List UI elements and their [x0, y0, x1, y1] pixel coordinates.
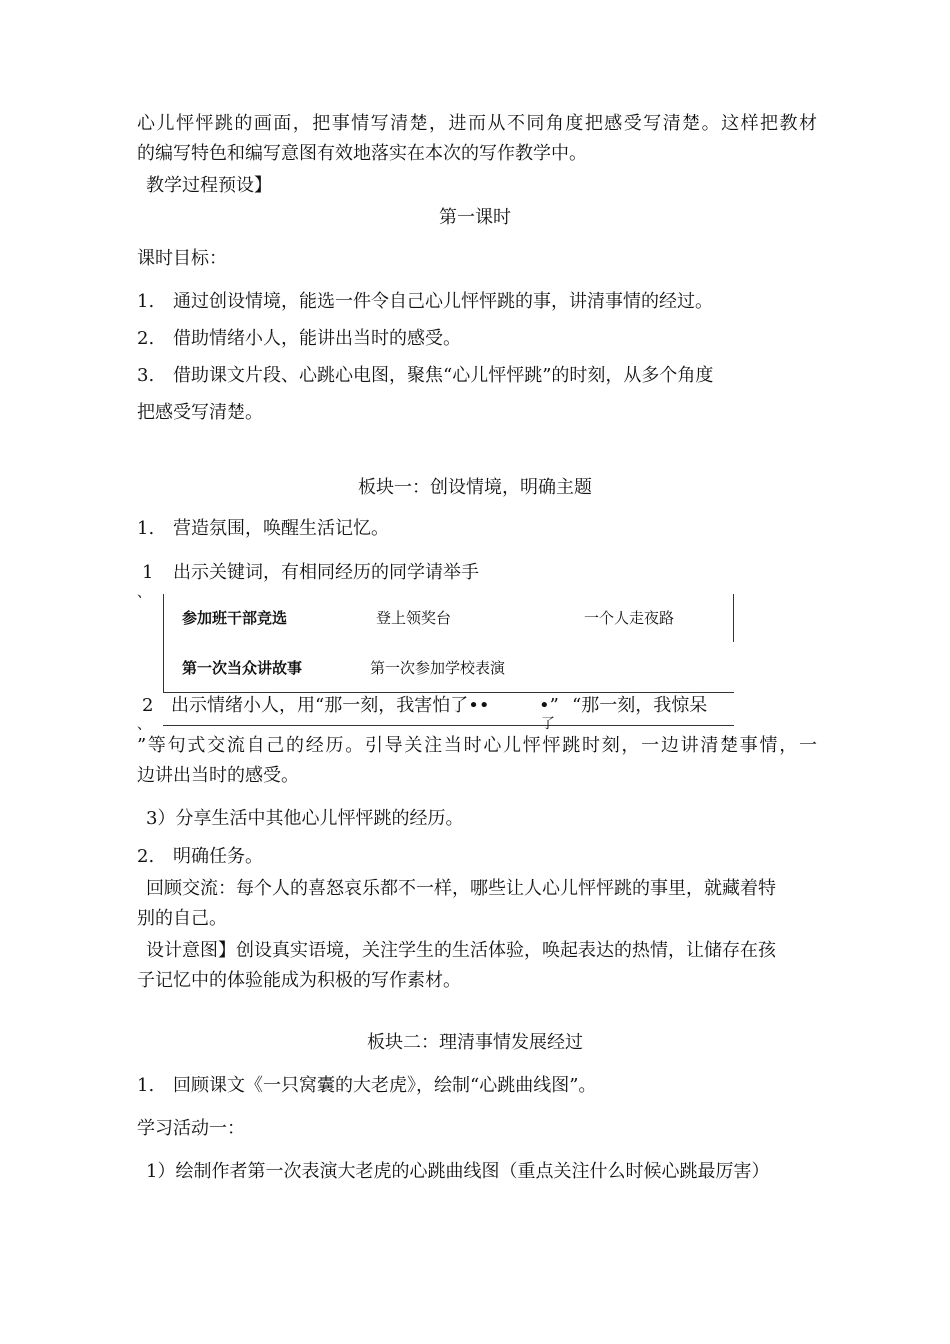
- step-number: 2.: [137, 846, 155, 867]
- sub-text: •”: [539, 695, 559, 716]
- step-number: 1.: [137, 518, 155, 539]
- keyword: 参加班干部竞选: [182, 609, 288, 627]
- keyword-box-bottom-border: [163, 692, 734, 693]
- sub-text: “那一刻，我惊呆: [572, 695, 708, 716]
- design-intent-line-2: 子记忆中的体验能成为积极的写作素材。: [137, 970, 461, 991]
- goal-number: 3.: [137, 365, 155, 386]
- sub-text-line-2: ”等句式交流自己的经历。引导关注当时心儿怦怦跳时刻，一边讲清楚事情，一: [137, 735, 817, 756]
- sub-mark: 、: [137, 585, 151, 601]
- sub-number: 2: [142, 695, 154, 716]
- activity-item: 1）绘制作者第一次表演大老虎的心跳曲线图（重点关注什么时候心跳最厉害）: [146, 1161, 770, 1182]
- goals-label: 课时目标：: [137, 248, 227, 269]
- step-number: 1.: [137, 1075, 155, 1096]
- goal-text: 借助课文片段、心跳心电图，聚焦“心儿怦怦跳”的时刻，从多个角度: [173, 365, 714, 386]
- goal-text: 通过创设情境，能选一件令自己心儿怦怦跳的事，讲清事情的经过。: [173, 291, 713, 312]
- step-text: 营造氛围，唤醒生活记忆。: [173, 518, 389, 539]
- sub-text: 3）分享生活中其他心儿怦怦跳的经历。: [146, 808, 464, 829]
- keyword: 第一次参加学校表演: [370, 659, 506, 677]
- sub-text: 出示关键词，有相同经历的同学请举手: [173, 562, 479, 583]
- review-line-1: 回顾交流：每个人的喜怒哀乐都不一样，哪些让人心儿怦怦跳的事里，就藏着特: [146, 878, 776, 899]
- keyword: 登上领奖台: [376, 609, 452, 627]
- process-heading: 教学过程预设】: [146, 175, 272, 196]
- sub-mark: 、: [137, 717, 151, 733]
- keyword: 一个人走夜路: [584, 609, 675, 627]
- sub-tail: 了: [541, 716, 555, 732]
- goal-number: 2.: [137, 328, 155, 349]
- block1-title: 板块一：创设情境，明确主题: [358, 477, 592, 498]
- keyword: 第一次当众讲故事: [182, 659, 303, 677]
- intro-line-2: 的编写特色和编写意图有效地落实在本次的写作教学中。: [137, 143, 587, 164]
- sub-number: 1: [142, 562, 154, 583]
- step-text: 明确任务。: [173, 846, 263, 867]
- step-text: 回顾课文《一只窝囊的大老虎》，绘制“心跳曲线图”。: [173, 1075, 597, 1096]
- goal-text: 借助情绪小人，能讲出当时的感受。: [173, 328, 461, 349]
- goal-number: 1.: [137, 291, 155, 312]
- intro-line-1: 心儿怦怦跳的画面，把事情写清楚，进而从不同角度把感受写清楚。这样把教材: [137, 113, 817, 134]
- block2-title: 板块二：理清事情发展经过: [367, 1032, 583, 1053]
- divider-line: [163, 725, 734, 726]
- lesson-title: 第一课时: [439, 207, 511, 228]
- sub-text-line-3: 边讲出当时的感受。: [137, 765, 299, 786]
- review-line-2: 别的自己。: [137, 908, 227, 929]
- keyword-box-left-border: [163, 594, 164, 692]
- keyword-box-right-border: [733, 594, 734, 642]
- design-intent-line-1: 设计意图】创设真实语境，关注学生的生活体验，唤起表达的热情，让储存在孩: [146, 940, 776, 961]
- activity-label: 学习活动一：: [137, 1118, 245, 1139]
- sub-text: 出示情绪小人，用“那一刻，我害怕了••: [171, 695, 490, 716]
- goal-continuation: 把感受写清楚。: [137, 402, 263, 423]
